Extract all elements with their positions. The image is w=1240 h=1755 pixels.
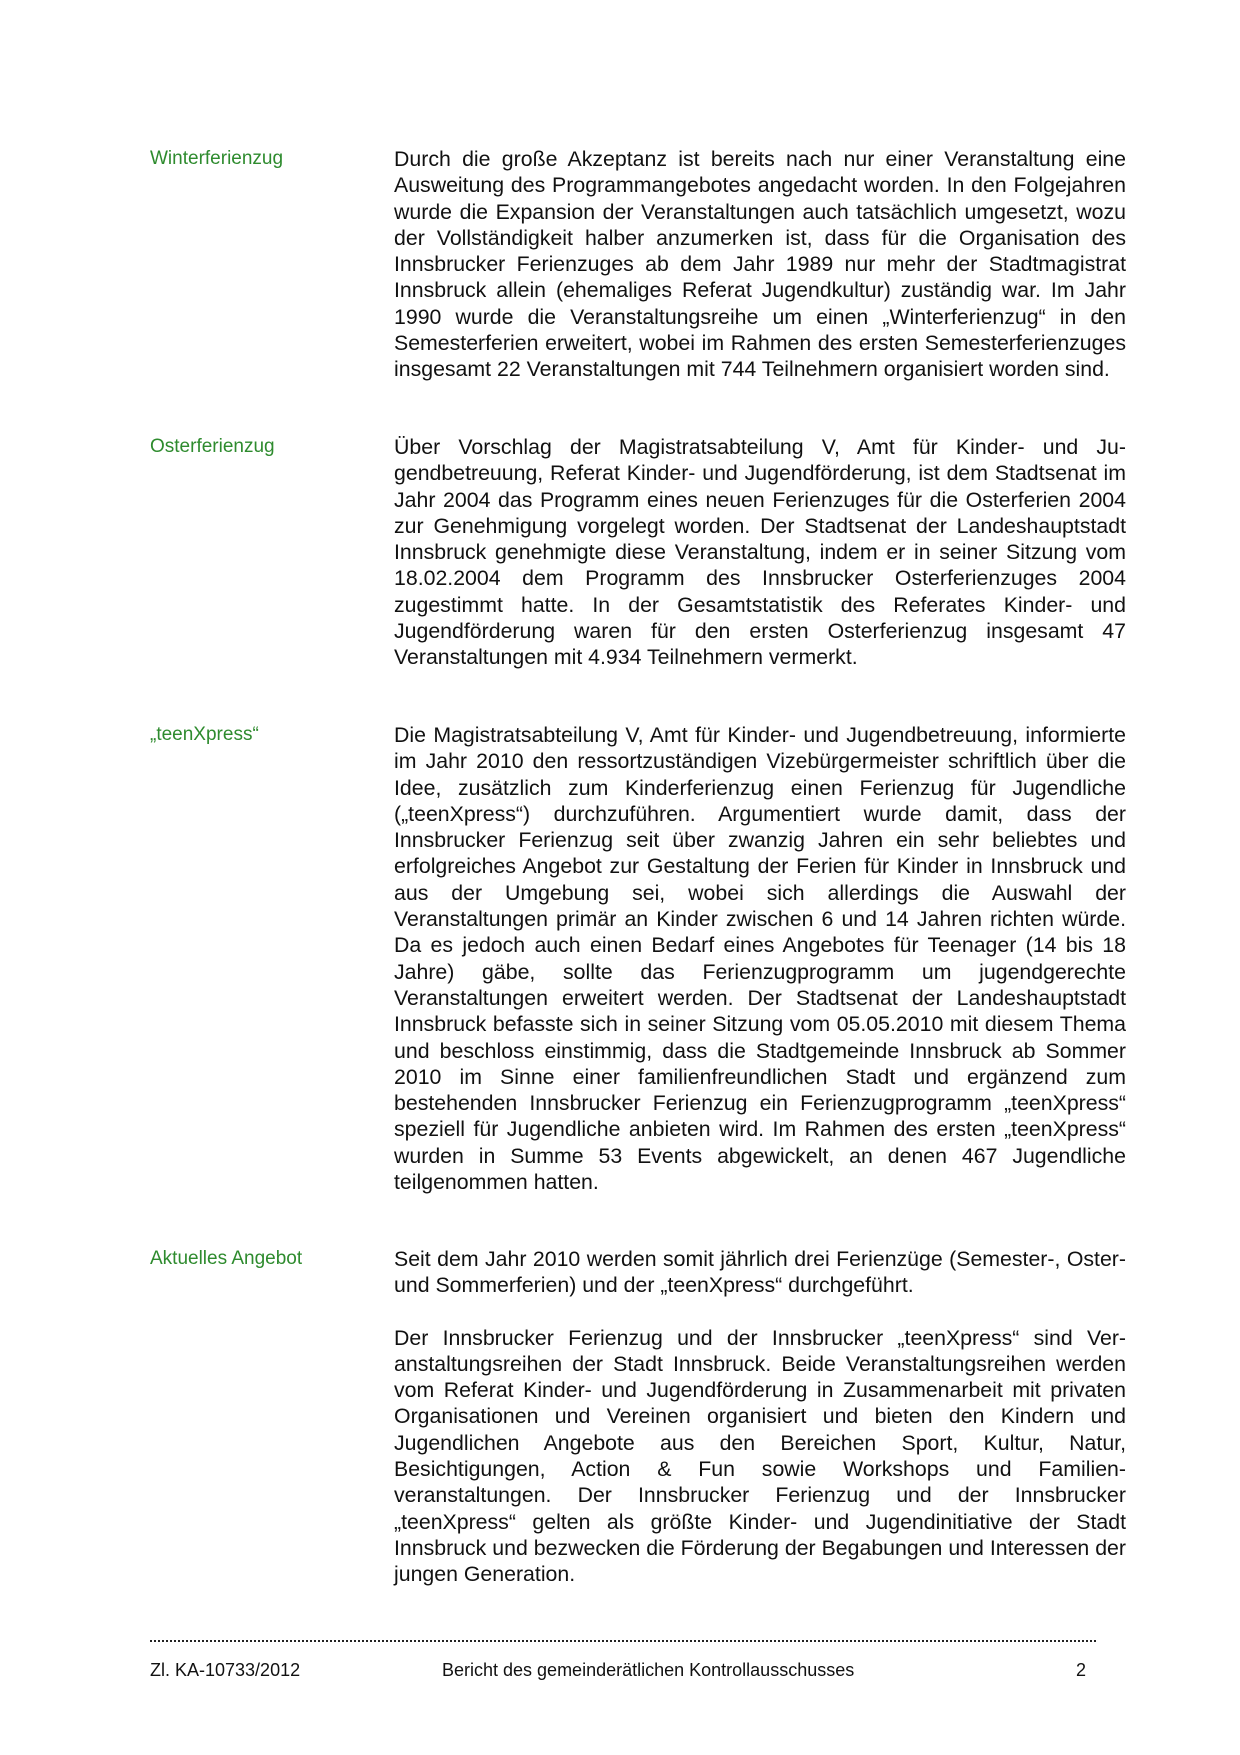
- section-body: [394, 1246, 1126, 1588]
- margin-heading: „teenXpress“: [150, 724, 259, 745]
- footer-divider: [150, 1640, 1096, 1642]
- paragraph: Seit dem Jahr 2010 werden somit jährlich drei Ferienzüge (Semester-, Oster- und Sommerferien) und der „teenXpress“ durchgeführt.: [394, 1247, 1126, 1298]
- paragraph: Der Innsbrucker Ferienzug und der Innsbrucker „teenXpress“ sind Veranstaltungsreihen der Stadt Innsbruck. Beide Veranstaltungsreihen werden vom Referat Kinder- und Jugendförderung in Zusammenarbeit mit privaten Organisationen und Vereinen organisiert und bieten den Kindern und Jugendlichen Angebote aus den Bereichen Sport, Kultur, Natur, Besichtigungen, Action & Fun sowie Workshops und Familienveranstaltungen. Der Innsbrucker Ferienzug und der Innsbrucker „teenXpress“ gelten als größte Kinder- und Jugendinitiative der Stadt Innsbruck und bezwecken die Förderung der Begabungen und Interessen der jungen Generation.: [394, 1325, 1126, 1587]
- section-body: [394, 434, 1126, 671]
- margin-heading: Aktuelles Angebot: [150, 1248, 303, 1269]
- paragraph: Die Magistratsabteilung V, Amt für Kinder- und Jugendbetreuung, informierte im Jahr 2010 den ressortzuständigen Vizebürgermeister schriftlich über die Idee, zusätzlich zum Kinderferienzug einen Ferienzug für Jugendliche („teenXpress“) durchzuführen. Argumentiert wurde damit, dass der Innsbrucker Ferienzug seit über zwanzig Jahren ein sehr beliebtes und erfolgreiches Angebot zur Gestaltung der Ferien für Kinder in Innsbruck und aus der Umgebung sei, wobei sich allerdings die Auswahl der Veranstaltungen primär an Kinder zwischen 6 und 14 Jahren richten würde. Da es jedoch auch einen Bedarf eines Angebotes für Teenager (14 bis 18 Jahre) gäbe, sollte das Ferienzugprogramm um jugendgerechte Veranstaltungen erweitert werden. Der Stadtsenat der Landeshauptstadt Innsbruck befasste sich in seiner Sitzung vom 05.05.2010 mit diesem Thema und beschloss einstimmig, dass die Stadtgemeinde Innsbruck ab Sommer 2010 im Sinne einer familienfreundlichen Stadt und ergänzend zum bestehenden Innsbrucker Ferienzug ein Ferienzugprogramm „teenXpress“ speziell für Jugendliche anbieten wird. Im Rahmen des ersten „teenXpress“ wurden in Summe 53 Events abgewickelt, an denen 467 Jugendliche teilgenommen hatten.: [394, 723, 1126, 1195]
- margin-heading: Osterferienzug: [150, 436, 275, 457]
- paragraph: Über Vorschlag der Magistratsabteilung V, Amt für Kinder- und Jugendbetreuung, Referat Kinder- und Jugendförderung, ist dem Stadtsenat im Jahr 2004 das Programm eines neuen Ferienzuges für die Osterferien 2004 zur Genehmigung vorgelegt worden. Der Stadtsenat der Landeshauptstadt Innsbruck genehmigte diese Veranstaltung, indem er in seiner Sitzung vom 18.02.2004 dem Programm des Innsbrucker Osterferienzuges 2004 zugestimmt hatte. In der Gesamtstatistik des Referates Kinder- und Jugendförderung waren für den ersten Osterferienzug insgesamt 47 Veranstaltungen mit 4.934 Teilnehmern vermerkt.: [394, 435, 1126, 670]
- paragraph: Durch die große Akzeptanz ist bereits nach nur einer Veranstaltung eine Ausweitung des Programmangebotes angedacht worden. In den Folgejahren wurde die Expansion der Veranstaltungen auch tatsächlich umgesetzt, wozu der Vollständigkeit halber anzumerken ist, dass für die Organisation des Innsbrucker Ferienzuges ab dem Jahr 1989 nur mehr der Stadtmagistrat Innsbruck allein (ehemaliges Referat Jugendkultur) zuständig war. Im Jahr 1990 wurde die Veranstaltungsreihe um einen „Winterferienzug“ in den Semesterferien erweitert, wobei im Rahmen des ersten Semesterferienzuges insgesamt 22 Veranstaltungen mit 744 Teilnehmern organisiert worden sind.: [394, 147, 1126, 382]
- footer-title: Bericht des gemeinderätlichen Kontrollausschusses: [442, 1660, 855, 1680]
- section-body: [394, 146, 1126, 383]
- page-number: 2: [1076, 1660, 1087, 1680]
- footer-reference: Zl. KA-10733/2012: [150, 1660, 301, 1680]
- section-body: [394, 722, 1126, 1195]
- margin-heading: Winterferienzug: [150, 148, 284, 169]
